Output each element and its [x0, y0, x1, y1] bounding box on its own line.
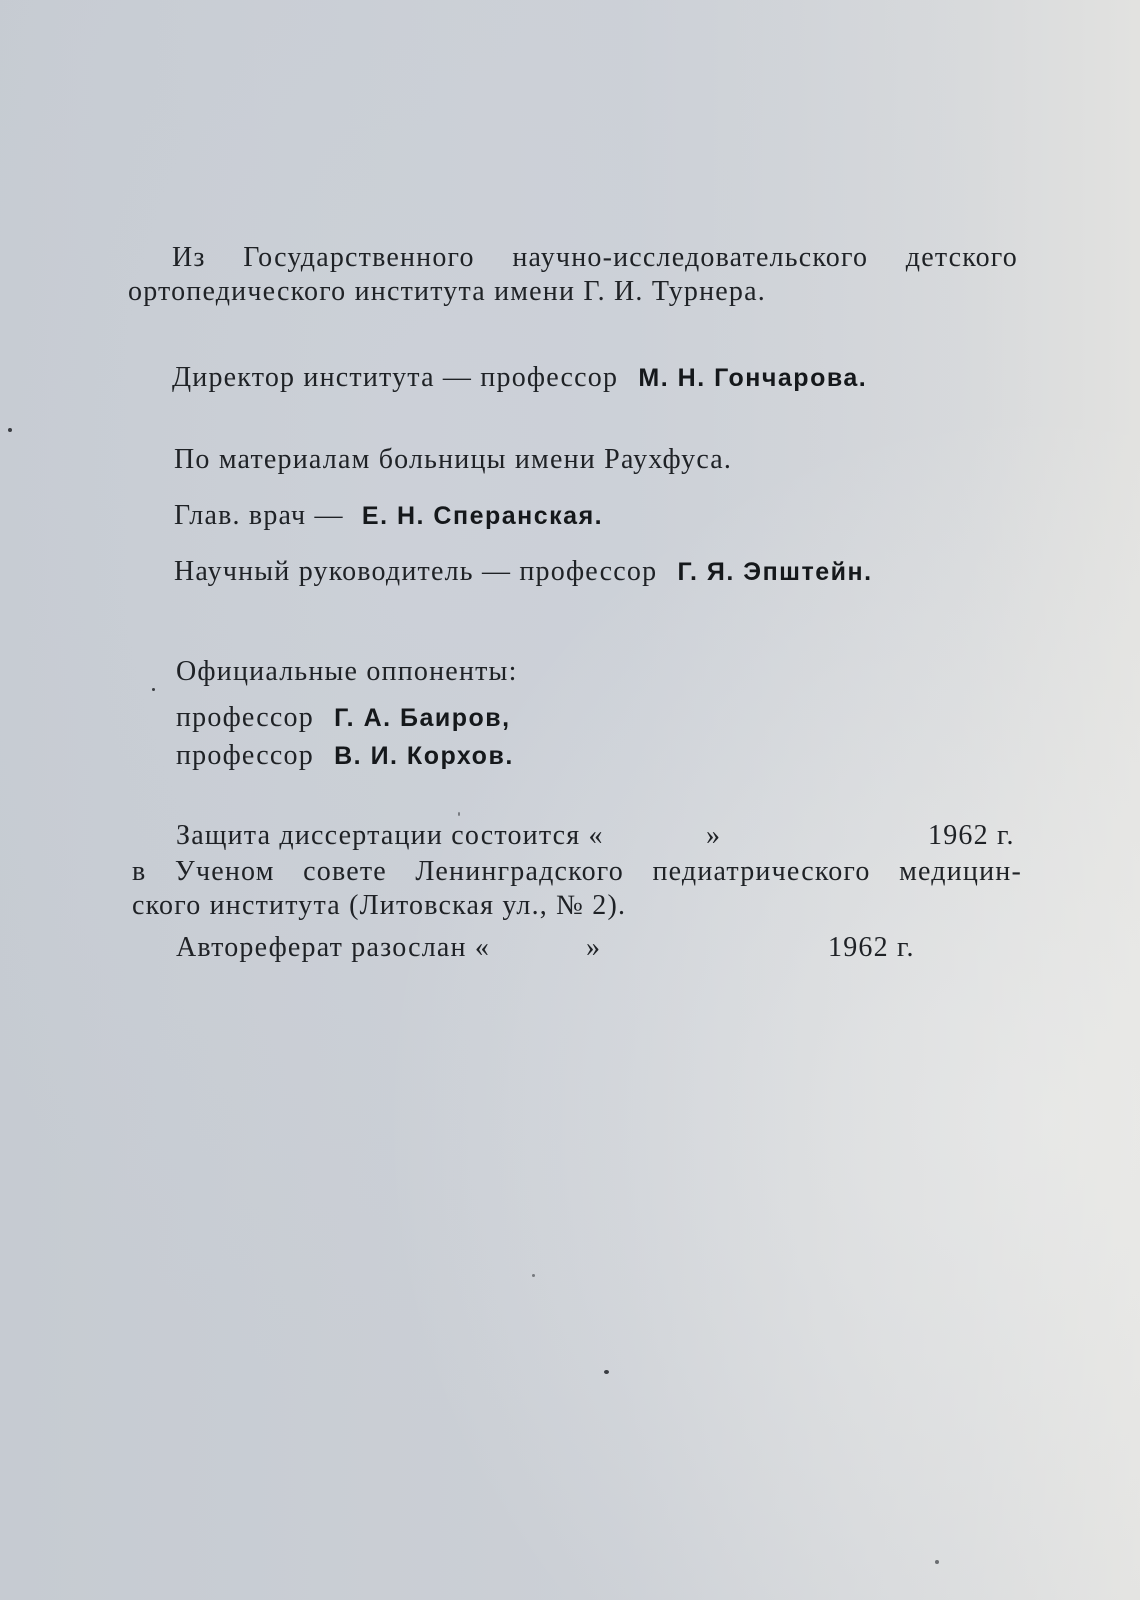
abstract-text-close: »: [586, 932, 602, 963]
director-line: [172, 364, 867, 392]
paper-speck: [458, 812, 460, 816]
paper-speck: [8, 428, 12, 432]
chief-doctor-label: Глав. врач —: [174, 500, 344, 531]
opponent-2: [176, 742, 514, 770]
opponent-1: [176, 704, 511, 732]
opponent-1-title: профессор: [176, 702, 314, 733]
defense-line-1: [176, 822, 1022, 850]
supervisor-label: Научный руководитель — профессор: [174, 556, 658, 587]
institute-line-2: ортопедического института имени Г. И. Турнера.: [128, 276, 766, 307]
paper-speck: [532, 1274, 535, 1277]
abstract-line: [176, 934, 936, 962]
defense-line-3: ского института (Литовская ул., № 2).: [132, 890, 627, 921]
defense-text-close: »: [706, 820, 722, 851]
abstract-text-open: Автореферат разослан «: [176, 932, 491, 963]
defense-line-2-text: в Ученом совете Ленинградского педиатрического медицин-: [132, 856, 1022, 887]
chief-doctor-line: [174, 502, 603, 530]
paper-speck: [935, 1560, 939, 1564]
paper-speck: [152, 688, 155, 691]
opponents-heading: Официальные оппоненты:: [176, 656, 518, 687]
director-label: Директор института — профессор: [172, 362, 619, 393]
institute-line-1: [172, 244, 1018, 272]
defense-line-2: [132, 858, 1022, 886]
supervisor-name: Г. Я. Эпштейн.: [677, 558, 873, 586]
defense-text-open: Защита диссертации состоится «: [176, 820, 604, 851]
paper-speck: [604, 1370, 609, 1374]
opponent-2-name: В. И. Корхов.: [334, 742, 514, 770]
hospital-line: По материалам больницы имени Раухфуса.: [174, 444, 733, 475]
institute-line-1-text: Из Государственного научно-исследовательского детского: [172, 242, 1018, 273]
opponent-2-title: профессор: [176, 740, 314, 771]
defense-year: 1962 г.: [928, 820, 1015, 851]
director-name: М. Н. Гончарова.: [638, 364, 868, 392]
abstract-year: 1962 г.: [828, 932, 915, 963]
chief-doctor-name: Е. Н. Сперанская.: [361, 502, 604, 530]
supervisor-line: [174, 558, 873, 586]
opponent-1-name: Г. А. Баиров,: [334, 704, 511, 732]
